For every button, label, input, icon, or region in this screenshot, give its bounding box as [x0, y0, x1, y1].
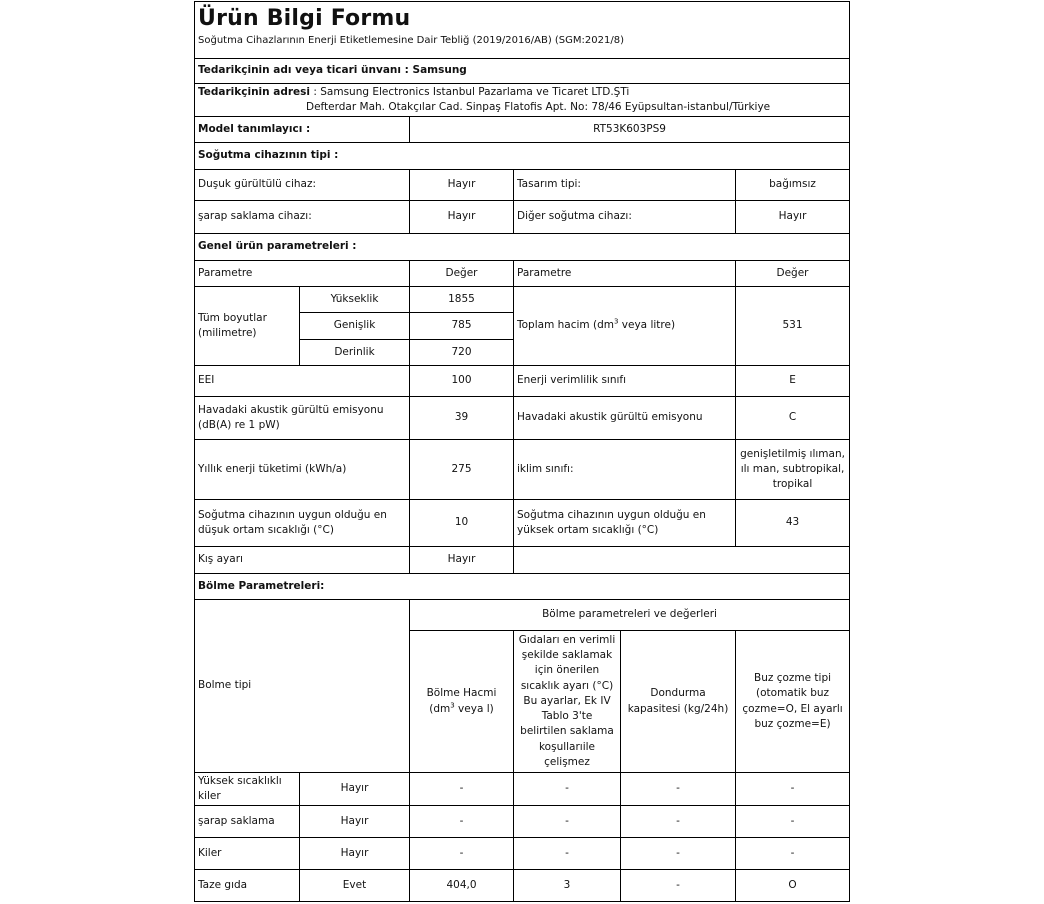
- compartment-freeze: -: [621, 773, 736, 806]
- noise-emission-value: 39: [410, 397, 514, 440]
- table-row: [195, 870, 850, 902]
- compartment-freeze: -: [621, 806, 736, 838]
- compartment-volume: -: [410, 773, 514, 806]
- supplier-name-value: Samsung: [412, 64, 467, 77]
- energy-class-label: Enerji verimlilik sınıfı: [514, 366, 736, 397]
- compartment-temp: -: [514, 773, 621, 806]
- compartment-present: Evet: [300, 870, 410, 902]
- noise-class-label: Havadaki akustik gürültü emisyonu: [514, 397, 736, 440]
- supplier-address-line1: Samsung Electronics Istanbul Pazarlama ve Ticaret LTD.ŞTi: [320, 85, 630, 98]
- supplier-address-line2: Defterdar Mah. Otakçılar Cad. Sinpaş Flatofis Apt. No: 78/46 Eyüpsultan-istanbul/Türkiye: [306, 101, 771, 113]
- compartment-temp: 3: [514, 870, 621, 902]
- max-temp-label: Soğutma cihazının uygun olduğu en yüksek ortam sıcaklığı (°C): [514, 500, 736, 547]
- compartment-defrost: O: [736, 870, 850, 902]
- compartment-defrost: -: [736, 838, 850, 870]
- design-type-value: bağımsız: [736, 170, 850, 201]
- min-temp-value: 10: [410, 500, 514, 547]
- model-value: RT53K603PS9: [410, 117, 850, 143]
- general-params-heading: Genel ürün parametreleri :: [195, 234, 850, 261]
- col-value-right: Değer: [736, 261, 850, 287]
- eei-value: 100: [410, 366, 514, 397]
- other-appliance-value: Hayır: [736, 201, 850, 234]
- height-label: Yükseklik: [300, 287, 410, 313]
- model-label: Model tanımlayıcı :: [195, 117, 410, 143]
- wine-storage-label: şarap saklama cihazı:: [195, 201, 410, 234]
- page-subtitle: Soğutma Cihazlarının Enerji Etiketlemesine Dair Tebliğ (2019/2016/AB) (SGM:2021/8): [198, 35, 624, 47]
- compartment-temp: -: [514, 806, 621, 838]
- supplier-address-label: Tedarikçinin adresi: [198, 85, 311, 98]
- low-noise-value: Hayır: [410, 170, 514, 201]
- compartment-params-heading: Bölme Parametreleri:: [195, 574, 850, 600]
- empty-cell: [514, 547, 850, 574]
- wine-storage-value: Hayır: [410, 201, 514, 234]
- compartment-freeze: -: [621, 870, 736, 902]
- supplier-name-row: [195, 59, 850, 84]
- col-defrost-type: Buz çozme tipi (otomatik buz çozme=O, El ayarlı buz çozme=E): [736, 631, 850, 773]
- compartment-name: şarap saklama: [195, 806, 300, 838]
- width-value: 785: [410, 313, 514, 340]
- col-recommended-temp: Gıdaları en verimli şekilde saklamak için önerilen sıcaklık ayarı (°C) Bu ayarlar, Ek IV Tablo 3'te belirtilen saklama koşullarıile çelişmez: [514, 631, 621, 773]
- climate-class-value: genişletilmiş ılıman, ılı man, subtropikal, tropikal: [736, 440, 850, 500]
- col-compartment-volume: Bölme Hacmi ($dm^3$ veya l): [410, 631, 514, 773]
- table-row: [195, 806, 850, 838]
- design-type-label: Tasarım tipi:: [514, 170, 736, 201]
- supplier-address-sep: :: [310, 85, 321, 98]
- compartment-defrost: -: [736, 806, 850, 838]
- compartment-present: Hayır: [300, 773, 410, 806]
- supplier-name-label: Tedarikçinin adı veya ticari ünvanı :: [198, 64, 413, 77]
- compartment-temp: -: [514, 838, 621, 870]
- compartment-freeze: -: [621, 838, 736, 870]
- max-temp-value: 43: [736, 500, 850, 547]
- winter-setting-value: Hayır: [410, 547, 514, 574]
- min-temp-label: Soğutma cihazının uygun olduğu en düşuk ortam sıcaklığı (°C): [195, 500, 410, 547]
- total-volume-value: 531: [736, 287, 850, 366]
- compartment-present: Hayır: [300, 806, 410, 838]
- energy-class-value: E: [736, 366, 850, 397]
- compartment-volume: 404,0: [410, 870, 514, 902]
- winter-setting-label: Kış ayarı: [195, 547, 410, 574]
- low-noise-label: Duşuk gürültülü cihaz:: [195, 170, 410, 201]
- compartment-volume: -: [410, 806, 514, 838]
- width-label: Genişlik: [300, 313, 410, 340]
- other-appliance-label: Diğer soğutma cihazı:: [514, 201, 736, 234]
- dimensions-label: Tüm boyutlar (milimetre): [195, 287, 300, 366]
- climate-class-label: iklim sınıfı:: [514, 440, 736, 500]
- depth-label: Derinlik: [300, 340, 410, 366]
- depth-value: 720: [410, 340, 514, 366]
- compartment-type-label: Bolme tipi: [195, 600, 410, 773]
- compartment-present: Hayır: [300, 838, 410, 870]
- compartment-name: Kiler: [195, 838, 300, 870]
- compartment-name: Taze gıda: [195, 870, 300, 902]
- compartment-group-header: Bölme parametreleri ve değerleri: [410, 600, 850, 631]
- col-freezing-capacity: Dondurma kapasitesi (kg/24h): [621, 631, 736, 773]
- col-value-left: Değer: [410, 261, 514, 287]
- supplier-address-row: [195, 84, 850, 117]
- compartment-defrost: -: [736, 773, 850, 806]
- noise-class-value: C: [736, 397, 850, 440]
- col-param-right: Parametre: [514, 261, 736, 287]
- table-row: [195, 838, 850, 870]
- product-info-form: [194, 1, 850, 902]
- form-header: [195, 2, 850, 59]
- annual-energy-label: Yıllık enerji tüketimi (kWh/a): [195, 440, 410, 500]
- annual-energy-value: 275: [410, 440, 514, 500]
- noise-emission-label: Havadaki akustik gürültü emisyonu (dB(A) re 1 pW): [195, 397, 410, 440]
- total-volume-label: Toplam hacim ($dm^3$ veya litre): [514, 287, 736, 366]
- compartment-name: Yüksek sıcaklıklı kiler: [195, 773, 300, 806]
- eei-label: EEI: [195, 366, 410, 397]
- page-title: Ürün Bilgi Formu: [198, 6, 411, 31]
- appliance-type-heading: Soğutma cihazının tipi :: [195, 143, 850, 170]
- height-value: 1855: [410, 287, 514, 313]
- col-param-left: Parametre: [195, 261, 410, 287]
- compartment-volume: -: [410, 838, 514, 870]
- table-row: [195, 773, 850, 806]
